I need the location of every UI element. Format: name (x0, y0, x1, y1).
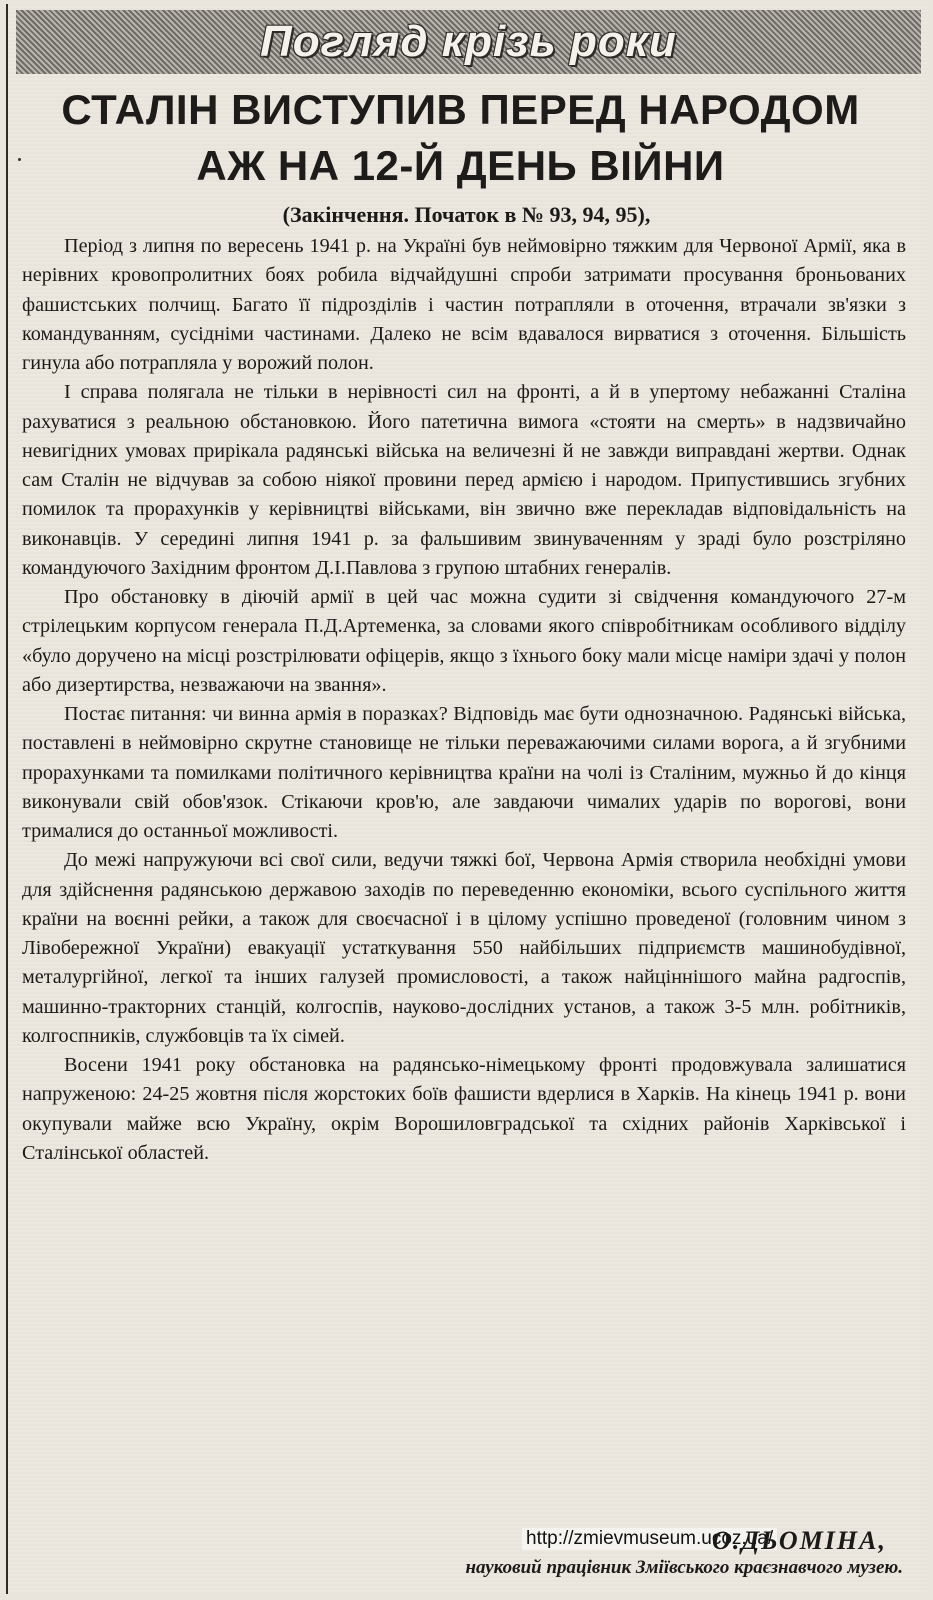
author-name: О.ДЬОМІНА, (712, 1526, 887, 1555)
continuation-note: (Закінчення. Початок в № 93, 94, 95), (282, 202, 651, 227)
print-speck (18, 158, 21, 161)
paragraph: І справа полягала не тільки в нерівності сил на фронті, а й в упертому небажанні Сталіна рахуватися з реальною обстановкою. Його патетична вимога «стояти на смерть» в надзвичайно невигідних умовах прирікала радянські війська на величезні й не завжди виправдані жертви. Однак сам Сталін не відчував за собою ніякої провини перед армією і народом. Припустившись згубних помилок та прорахунків у керівництві військами, він звично вже перекладав відповідальність на виконавців. У середині липня 1941 р. за фальшивим звинуваченням у зраді було розстріляно командуючого Західним фронтом Д.І.Павлова з групою штабних генералів. (22, 381, 906, 579)
headline-line-1: СТАЛІН ВИСТУПИВ ПЕРЕД НАРОДОМ (61, 86, 860, 133)
headline-line-2: АЖ НА 12-Й ДЕНЬ ВІЙНИ (196, 142, 725, 189)
paragraph: Період з липня по вересень 1941 р. на Україні був неймовірно тяжким для Червоної Армії, яка в нерівних кровопролитних боях робила відчайдушні спроби затримати просування броньованих фашистських полчищ. Багато її підрозділів і частин потрапляли в оточення, втрачали зв'язки з командуванням, сусідніми частинами. Далеко не всім вдавалося вирватися з оточення. Більшість гинула або потрапляла у ворожий полон. (22, 235, 906, 374)
paragraph: Восени 1941 року обстановка на радянсько-німецькому фронті продовжувала залишатися напруженою: 24-25 жовтня після жорстоких боїв фашисти вдерлися в Харків. На кінець 1941 р. вони окупували майже всю Україну, окрім Ворошиловградської та східних районів Харківської і Сталінської областей. (22, 1054, 906, 1164)
paragraph: Постає питання: чи винна армія в поразках? Відповідь має бути однозначною. Радянські війська, поставлені в неймовірно скрутне становище не тільки переважаючими силами ворога, а й згубними прорахунками та помилками політичного керівництва країни на чолі із Сталіним, мужньо й до кінця виконували свій обов'язок. Стікаючи кров'ю, але завдаючи чималих ударів по ворогові, вони трималися до останньої можливості. (22, 703, 906, 842)
article-headline (8, 82, 913, 194)
paragraph: Про обстановку в діючій армії в цей час можна судити зі свідчення командуючого 27-м стрілецьким корпусом генерала П.Д.Артеменка, за словами якого співробітникам особливого відділу «було доручено на місці розстрілювати офіцерів, якщо з їхнього боку мали місце наміри здачі у полон або дизертирства, незважаючи на звання». (22, 586, 906, 696)
rubric-title: Погляд крізь роки (260, 17, 677, 66)
author-role: науковий працівник Зміївського краєзнавчого музею. (465, 1557, 903, 1578)
article-body (22, 232, 906, 1168)
source-url-watermark: http://zmievmuseum.ucoz.ua/ (522, 1528, 777, 1550)
rubric-banner (16, 10, 921, 74)
paragraph: До межі напружуючи всі свої сили, ведучи тяжкі бої, Червона Армія створила необхідні умови для здійснення радянською державою заходів по переведенню економіки, всього суспільного життя країни на воєнні рейки, а також для своєчасної і в цілому успішно проведеної (головним чином з Лівобережної України) евакуації устаткування 550 найбільших підприємств машинобудівної, металургійної, легкої та інших галузей промисловості, а також найціннішого майна радгоспів, машинно-тракторних станцій, колгоспів, науково-дослідних установ, а також 3-5 млн. робітників, колгоспників, службовців та їх сімей. (22, 849, 906, 1047)
